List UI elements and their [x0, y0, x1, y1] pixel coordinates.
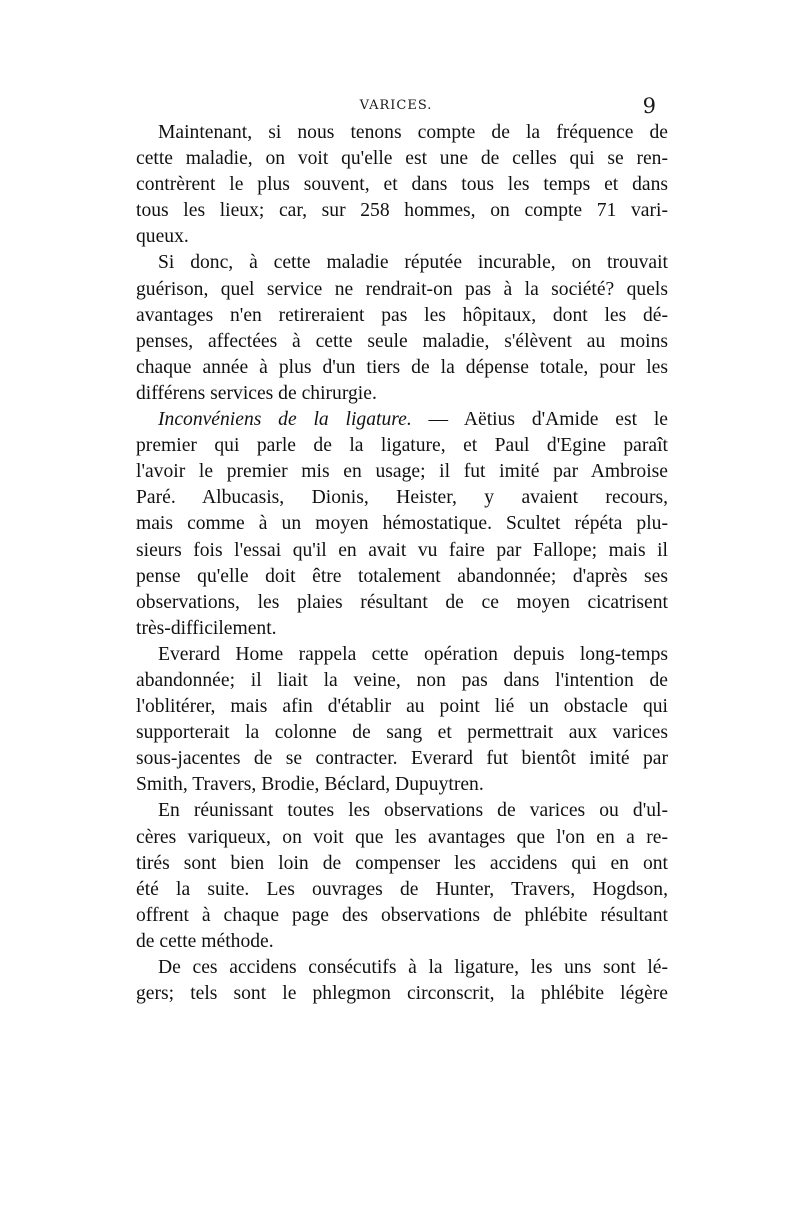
text-line: [136, 407, 668, 433]
text-line: observations, les plaies résultant de ce moyen cicatrisent: [136, 591, 668, 613]
paragraph: [136, 642, 668, 799]
text-line: de cette méthode.: [136, 930, 274, 952]
page-header: [136, 94, 656, 120]
text-line: supporterait la colonne de sang et permettrait aux varices: [136, 722, 668, 744]
text-line: De ces accidens consécutifs à la ligature, les uns sont lé-: [158, 957, 668, 978]
text-line: Maintenant, si nous tenons compte de la fréquence de: [158, 122, 668, 143]
body-text: [136, 120, 668, 1007]
text-line: l'oblitérer, mais afin d'établir au point lié un obstacle qui: [136, 696, 668, 718]
text-line: contrèrent le plus souvent, et dans tous les temps et dans: [136, 174, 668, 196]
text-line: Si donc, à cette maladie réputée incurable, on trouvait: [158, 252, 668, 274]
text-line: cette maladie, on voit qu'elle est une de celles qui se ren-: [136, 148, 668, 170]
text-line: abandonnée; il liait la veine, non pas dans l'intention de: [136, 669, 668, 691]
text-line: très-difficilement.: [136, 617, 277, 639]
text-line: cères variqueux, on voit que les avantages que l'on en a re-: [136, 826, 668, 848]
text-line: pense qu'elle doit être totalement abandonnée; d'après ses: [136, 565, 668, 587]
text-line: Smith, Travers, Brodie, Béclard, Dupuytren.: [136, 774, 484, 796]
page-number: 9: [642, 94, 656, 118]
text-line: queux.: [136, 226, 189, 248]
paragraph: [136, 955, 668, 1007]
paragraph: [136, 120, 668, 250]
text-line: guérison, quel service ne rendrait-on pas à la société? quels: [136, 278, 668, 300]
text-line: penses, affectées à cette seule maladie, s'élèvent au moins: [136, 330, 668, 352]
paragraph: [136, 407, 668, 642]
text-line: l'avoir le premier mis en usage; il fut imité par Ambroise: [136, 461, 668, 483]
paragraph: [136, 250, 668, 407]
text-line: été la suite. Les ouvrages de Hunter, Travers, Hogdson,: [136, 878, 668, 900]
text-line: avantages n'en retireraient pas les hôpitaux, dont les dé-: [136, 304, 668, 326]
paragraph: [136, 798, 668, 955]
text-line: tirés sont bien loin de compenser les accidens qui en ont: [136, 852, 668, 874]
text-line: sieurs fois l'essai qu'il en avait vu faire par Fallope; mais il: [136, 539, 668, 561]
heading-continuation: — Aëtius d'Amide est le: [411, 409, 668, 431]
running-title: VARICES.: [359, 98, 433, 113]
text-line: premier qui parle de la ligature, et Paul d'Egine paraît: [136, 435, 668, 457]
section-heading: Inconvéniens de la ligature.: [158, 409, 412, 431]
text-line: En réunissant toutes les observations de varices ou d'ul-: [158, 800, 668, 822]
text-line: mais comme à un moyen hémostatique. Scultet répéta plu-: [136, 513, 668, 535]
text-line: tous les lieux; car, sur 258 hommes, on compte 71 vari-: [136, 200, 668, 222]
text-line: offrent à chaque page des observations de phlébite résultant: [136, 904, 668, 926]
text-line: différens services de chirurgie.: [136, 382, 377, 404]
text-line: chaque année à plus d'un tiers de la dépense totale, pour les: [136, 356, 668, 378]
text-line: Paré. Albucasis, Dionis, Heister, y avaient recours,: [136, 487, 668, 509]
text-line: sous-jacentes de se contracter. Everard fut bientôt imité par: [136, 748, 668, 770]
text-line: Everard Home rappela cette opération depuis long-temps: [158, 643, 668, 665]
text-line: gers; tels sont le phlegmon circonscrit, la phlébite légère: [136, 983, 668, 1005]
